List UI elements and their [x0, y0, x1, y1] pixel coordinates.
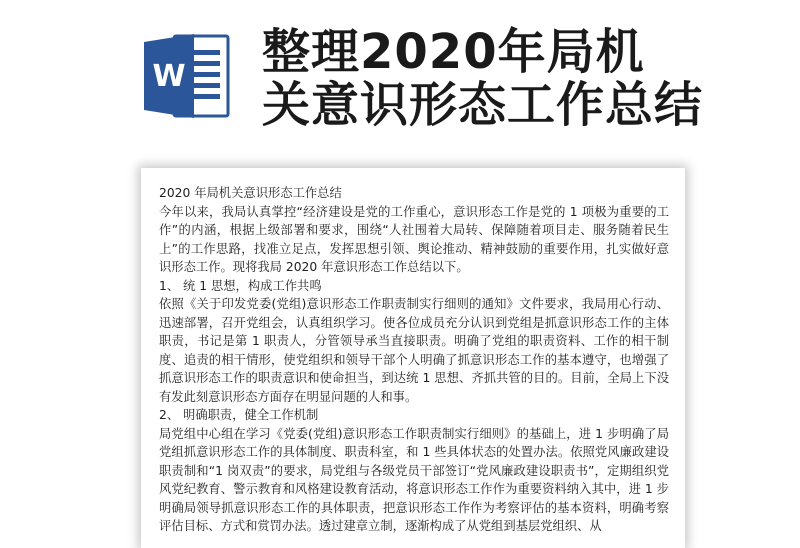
- page-title: [262, 26, 782, 132]
- title-line-2: 关意识形态工作总结: [262, 77, 704, 133]
- doc-paragraph: 依照《关于印发党委(党组)意识形态工作职责制实行细则的通知》文件要求，我局用心行动、迅速部署，召开党组会，认真组织学习。使各位成员充分认识到党组是抓意识形态工作的主体职责，书记是第 1 职责人，分管领导承当直接职责。明确了党组的职责资料、工作的相干制度、追责的相干情形，使党组织和领导干部个人明确了抓意识形态工作的基本遵守，也增强了抓意识形态工作的职责意识和使命担当，到达统 1 思想、齐抓共管的目的。目前，全局上下没有发此刻意识形态方面存在明显问题的人和事。: [159, 297, 669, 404]
- doc-paragraph: 局党组中心组在学习《党委(党组)意识形态工作职责制实行细则》的基础上，进 1 步明确了局党组抓意识形态工作的具体制度、职责科室，和 1 些具体状态的处置办法。依照党风廉政建设职责制和“1 岗双责”的要求，局党组与各级党员干部签订“党风廉政建设职责书”，定期组织党风党纪教育、警示教育和风格建设教育活动，将意识形态工作作为重要资料纳入其中，进 1 步明确局领导抓意识形态工作的具体职责，把意识形态工作作为考察评估的基本资料，明确考察评估目标、方式和赏罚办法。透过建章立制，逐渐构成了从党组到基层党组织、从: [159, 426, 669, 533]
- document-page: [141, 168, 685, 548]
- title-line-1: 整理2020年局机: [262, 24, 645, 80]
- doc-section-heading: 1、 统 1 思想，构成工作共鸣: [159, 278, 322, 293]
- word-icon-letter: W: [152, 59, 186, 94]
- document-body: [159, 184, 669, 536]
- doc-heading: 2020 年局机关意识形态工作总结: [159, 186, 342, 200]
- page-header: [0, 0, 800, 150]
- word-document-icon: [140, 30, 232, 122]
- doc-paragraph: 今年以来，我局认真掌控“经济建设是党的工作重心，意识形态工作是党的 1 项极为重要的工作”的内涵，根据上级部署和要求，围绕“人社围着大局转、保障随着项目走、服务随着民生上”的工作思路，找准立足点，发挥思想引领、舆论推动、精神鼓励的重要作用，扎实做好意识形态工作。现将我局 2020 年意识形态工作总结以下。: [159, 204, 669, 274]
- doc-section-heading: 2、 明确职责，健全工作机制: [159, 408, 319, 422]
